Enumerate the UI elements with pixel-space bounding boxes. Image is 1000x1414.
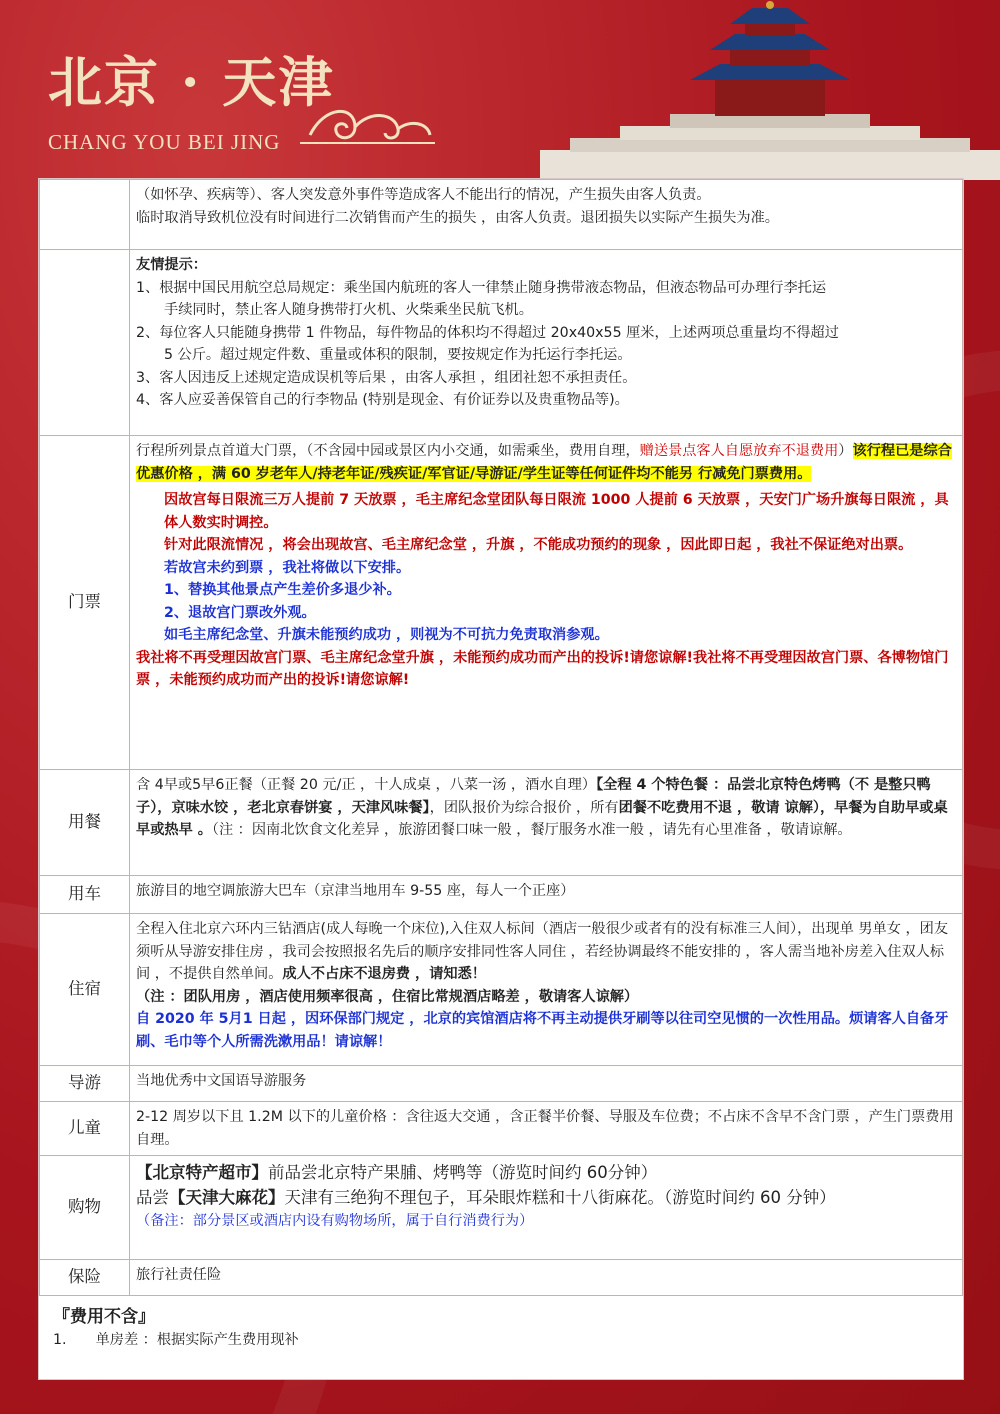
row-label-empty <box>40 250 130 436</box>
tips-item: 1、根据中国民用航空总局规定：乘坐国内航班的客人一律禁止随身携带液态物品，但液态物品可办理行李托运 <box>136 279 827 296</box>
shopping-content <box>130 1156 963 1260</box>
tips-content <box>130 250 963 436</box>
page-subtitle: CHANG YOU BEI JING <box>48 130 281 154</box>
tips-item: 2、每位客人只能随身携带 1 件物品，每件物品的体积均不得超过 20x40x55 厘米，上述两项总重量均不得超过 <box>136 324 839 341</box>
row-label-meals: 用餐 <box>40 770 130 876</box>
hotel-note: （注 ：团队用房 ，酒店使用频率很高 ，住宿比常规酒店略差 ，敬请客人谅解） <box>136 988 639 1005</box>
table-row <box>40 180 963 250</box>
shopping-store: 【天津大麻花】 <box>169 1188 285 1207</box>
tips-item: 5 公斤。超过规定件数、重量或体积的限制，要按规定作为托运行李托运。 <box>164 347 632 363</box>
tips-item: 3、客人因违反上述规定造成误机等后果 ，由客人承担 ，组团社恕不承担责任。 <box>136 369 637 386</box>
table-row <box>40 914 963 1066</box>
shopping-text: 前品尝北京特产果脯、烤鸭等（游览时间约 60分钟） <box>268 1163 658 1182</box>
row-label-hotel: 住宿 <box>40 914 130 1066</box>
table-row <box>40 1156 963 1260</box>
page-title: 北京 · 天津 <box>48 50 335 114</box>
cancellation-text: （如怀孕、疾病等）、客人突发意外事件等造成客人不能出行的情况，产生损失由客人负责。 <box>136 187 711 203</box>
row-label-children: 儿童 <box>40 1102 130 1156</box>
shopping-paragraph <box>136 1160 954 1185</box>
transport-content: 旅游目的地空调旅游大巴车（京津当地用车 9-55 座，每人一个正座） <box>130 876 963 914</box>
tickets-arrangement: 若故宫未约到票 ，我社将做以下安排。 <box>164 559 411 576</box>
shopping-store: 【北京特产超市】 <box>136 1163 268 1182</box>
hotel-note: 成人不占床不退房费 ，请知悉！ <box>282 966 486 982</box>
tickets-paragraph <box>136 440 954 485</box>
shopping-text: 品尝 <box>136 1188 169 1207</box>
tickets-limit-note: 针对此限流情况 ，将会出现故宫、毛主席纪念堂 ，升旗 ，不能成功预约的现象 ，因此即日起 ，我社不保证绝对出票。 <box>164 537 913 553</box>
tickets-text: ） <box>838 443 853 459</box>
row-label-insurance: 保险 <box>40 1260 130 1296</box>
meals-text: （注 ：因南北饮食文化差异 ，旅游团餐口味一般 ，餐厅服务水准一般 ，请先有心里准备 ，敬请谅解。 <box>211 822 852 838</box>
tickets-content <box>130 436 963 770</box>
guide-content: 当地优秀中文国语导游服务 <box>130 1066 963 1102</box>
tips-item: 手续同时，禁止客人随身携带打火机、火柴乘坐民航飞机。 <box>164 302 533 318</box>
temple-of-heaven-icon <box>540 0 1000 180</box>
fees-item-text: 单房差 ：根据实际产生费用现补 <box>95 1332 299 1348</box>
shopping-text: 天津有三绝狗不理包子，耳朵眼炸糕和十八街麻花。（游览时间约 60 分钟） <box>284 1188 836 1207</box>
meals-paragraph <box>136 774 954 842</box>
table-row <box>40 770 963 876</box>
fees-excluded-section <box>39 1296 963 1355</box>
cancellation-content <box>130 180 963 250</box>
tips-item: 4、客人应妥善保管自己的行李物品 (特别是现金、有价证券以及贵重物品等)。 <box>136 392 629 408</box>
shopping-paragraph <box>136 1185 954 1210</box>
tickets-arrangement: 1、替换其他景点产生差价多退少补。 <box>164 582 401 598</box>
table-row <box>40 250 963 436</box>
meals-content <box>130 770 963 876</box>
meals-text: ，团队报价为综合报价 ，所有 <box>429 799 619 816</box>
meals-special: 【全程 4 个特色餐 ：品尝北京特色烤鸭（不 是整只鸭子），京味水饺 ，老北京春饼宴 ，天津风味餐】 <box>136 777 931 816</box>
itinerary-card <box>38 178 964 1380</box>
row-label-transport: 用车 <box>40 876 130 914</box>
table-row <box>40 1066 963 1102</box>
tips-title: 友情提示： <box>136 257 207 273</box>
insurance-content: 旅行社责任险 <box>130 1260 963 1296</box>
tickets-limit-note: 因故宫每日限流三万人提前 7 天放票 ，毛主席纪念堂团队每日限流 1000 人提前 6 天放票 ，天安门广场升旗每日限流 ，具体人数实时调控。 <box>164 492 949 531</box>
children-content: 2-12 周岁以下且 1.2M 以下的儿童价格 ：含往返大交通 ，含正餐半价餐、导服及车位费；不占床不含早不含门票 ，产生门票费用自理。 <box>130 1102 963 1156</box>
tickets-arrangement: 2、退故宫门票改外观。 <box>164 604 316 621</box>
shopping-remark: （备注：部分景区或酒店内设有购物场所，属于自行消费行为） <box>136 1213 534 1229</box>
table-row <box>40 1260 963 1296</box>
cancellation-text: 临时取消导致机位没有时间进行二次销售而产生的损失 ，由客人负责。退团损失以实际产生损失为准。 <box>136 209 779 226</box>
meals-text: 含 4早或5早6正餐（正餐 20 元/正 ，十人成桌 ，八菜一汤 ，酒水自理） <box>136 777 597 793</box>
fees-excluded-title: 『费用不含』 <box>53 1307 155 1327</box>
row-label-empty <box>40 180 130 250</box>
tickets-gift-note: 赠送景点客人自愿放弃不退费用 <box>639 443 839 459</box>
tickets-arrangement: 如毛主席纪念堂、升旗未能预约成功 ，则视为不可抗力免责取消参观。 <box>164 627 609 643</box>
row-label-guide: 导游 <box>40 1066 130 1102</box>
tickets-complaint-note: 我社将不再受理因故宫门票、毛主席纪念堂升旗 ，未能预约成功而产出的投诉!请您谅解!我社将不再受理因故宫门票、各博物馆门票 ，未能预约成功而产出的投诉!请您谅解! <box>136 649 949 688</box>
itinerary-table <box>39 179 963 1296</box>
hotel-paragraph <box>136 918 954 986</box>
cloud-swirl-icon <box>300 95 440 155</box>
hotel-content <box>130 914 963 1066</box>
header <box>0 0 1000 180</box>
table-row <box>40 1102 963 1156</box>
hotel-eco-note: 自 2020 年 5月1 日起 ，因环保部门规定 ，北京的宾馆酒店将不再主动提供牙刷等以往司空见惯的一次性用品。烦请客人自备牙刷、毛巾等个人所需洗漱用品！请谅解！ <box>136 1011 949 1050</box>
table-row <box>40 436 963 770</box>
fees-item-number: 1. <box>53 1332 67 1348</box>
meals-note: 团餐不吃费用不退 ，敬请 谅解），早餐为自助早或桌早或热早 。 <box>136 799 948 838</box>
table-row <box>40 876 963 914</box>
row-label-tickets: 门票 <box>40 436 130 770</box>
tickets-discount-note: 该行程已是综合优惠价格 ，满 60 岁老年人/持老年证/残疾证/军官证/导游证/学生证等任何证件均不能另 行减免门票费用。 <box>136 443 952 482</box>
tickets-text: 行程所列景点首道大门票，（不含园中园或景区内小交通，如需乘坐，费用自理， <box>136 443 640 459</box>
hotel-text: 全程入住北京六环内三钻酒店(成人每晚一个床位),入住双人标间（酒店一般很少或者有的没有标准三人间），出现单 男单女 ，团友须听从导游安排住房 ，我司会按照报名先后的顺序安排同性客人同住 ，若经协调最终不能安排的 ，客人需当地补房差入住双人标间 ，不提供自然单间。 <box>136 921 949 982</box>
row-label-shopping: 购物 <box>40 1156 130 1260</box>
fees-excluded-item <box>53 1329 951 1351</box>
